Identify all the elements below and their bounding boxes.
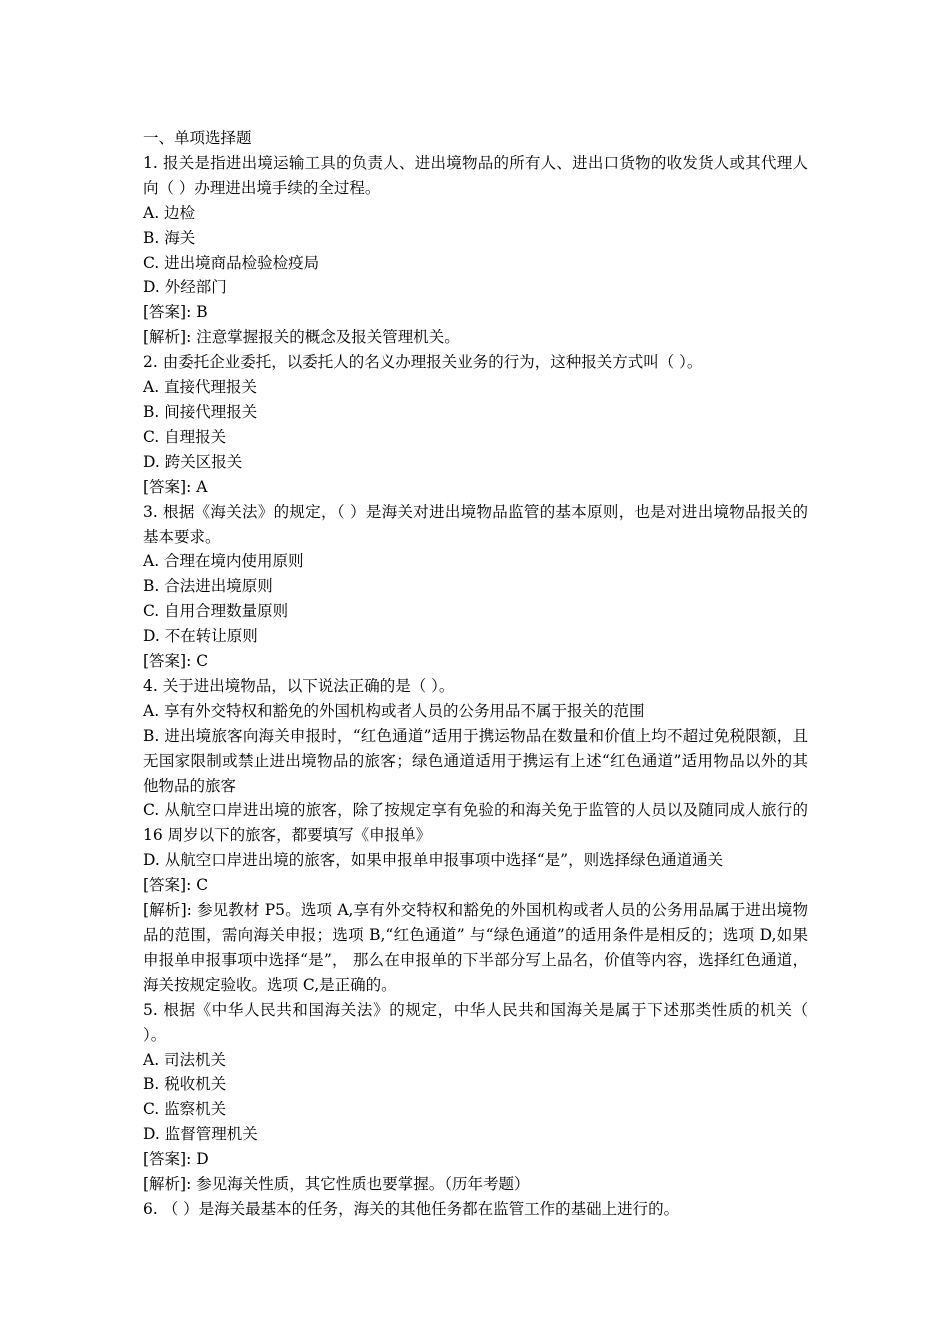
- question-stem: 4. 关于进出境物品，以下说法正确的是（ ）。: [143, 676, 455, 695]
- question-stem: 2. 由委托企业委托，以委托人的名义办理报关业务的行为，这种报关方式叫（ ）。: [143, 353, 703, 372]
- question-stem: 6. （ ）是海关最基本的任务，海关的其他任务都在监管工作的基础上进行的。: [143, 1199, 680, 1218]
- option-c: C. 从航空口岸进出境的旅客，除了按规定享有免验的和海关免于监管的人员以及随同成人旅行的 16 周岁以下的旅客，都要填写《申报单》: [143, 801, 808, 845]
- question-5: [143, 998, 808, 1197]
- option-b: B. 税收机关: [143, 1075, 227, 1094]
- option-a: A. 合理在境内使用原则: [143, 552, 304, 571]
- option-b: B. 海关: [143, 228, 196, 247]
- option-c: C. 自理报关: [143, 427, 227, 446]
- analysis: [解析]: 参见教材 P5。选项 A,享有外交特权和豁免的外国机构或者人员的公务用品属于进出境物品的范围，需向海关申报；选项 B,“红色通道” 与“绿色通道”的适用条件是相反的；选项 D,如果申报单申报事项中选择“是”， 那么在申报单的下半部分写上品名，价值等内容，选择红色通道，海关按规定验收。选项 C,是正确的。: [143, 901, 808, 994]
- question-stem: 1. 报关是指进出境运输工具的负责人、进出境物品的所有人、进出口货物的收发货人或其代理人向（ ）办理进出境手续的全过程。: [143, 153, 808, 197]
- option-a: A. 司法机关: [143, 1050, 227, 1069]
- answer: [答案]: C: [143, 876, 209, 895]
- question-3: [143, 500, 808, 674]
- option-b: B. 间接代理报关: [143, 402, 258, 421]
- question-1: [143, 151, 808, 350]
- answer: [答案]: A: [143, 477, 208, 496]
- question-stem: 3. 根据《海关法》的规定，（ ）是海关对进出境物品监管的基本原则，也是对进出境物品报关的基本要求。: [143, 502, 808, 546]
- analysis: [解析]: 参见海关性质，其它性质也要掌握。（历年考题）: [143, 1175, 530, 1194]
- question-2: [143, 350, 808, 499]
- option-c: C. 进出境商品检验检疫局: [143, 253, 320, 272]
- answer: [答案]: B: [143, 303, 208, 322]
- option-d: D. 监督管理机关: [143, 1125, 258, 1144]
- option-c: C. 自用合理数量原则: [143, 602, 289, 621]
- analysis: [解析]: 注意掌握报关的概念及报关管理机关。: [143, 328, 460, 347]
- option-d: D. 外经部门: [143, 278, 227, 297]
- option-d: D. 从航空口岸进出境的旅客，如果申报单申报事项中选择“是”，则选择绿色通道通关: [143, 851, 724, 870]
- option-d: D. 不在转让原则: [143, 627, 258, 646]
- question-stem: 5. 根据《中华人民共和国海关法》的规定，中华人民共和国海关是属于下述那类性质的机关（ ）。: [143, 1000, 808, 1044]
- option-a: A. 享有外交特权和豁免的外国机构或者人员的公务用品不属于报关的范围: [143, 701, 645, 720]
- option-b: B. 进出境旅客向海关申报时，“红色通道”适用于携运物品在数量和价值上均不超过免税限额，且无国家限制或禁止进出境物品的旅客；绿色通道适用于携运有上述“红色通道”适用物品以外的其他物品的旅客: [143, 726, 808, 795]
- option-b: B. 合法进出境原则: [143, 577, 273, 596]
- document-body: [143, 126, 808, 1222]
- option-a: A. 直接代理报关: [143, 378, 258, 397]
- question-6: [143, 1197, 808, 1222]
- option-d: D. 跨关区报关: [143, 452, 243, 471]
- answer: [答案]: D: [143, 1150, 209, 1169]
- option-a: A. 边检: [143, 203, 196, 222]
- section-title: 一、单项选择题: [143, 129, 252, 147]
- answer: [答案]: C: [143, 652, 209, 671]
- option-c: C. 监察机关: [143, 1100, 227, 1119]
- question-4: [143, 674, 808, 998]
